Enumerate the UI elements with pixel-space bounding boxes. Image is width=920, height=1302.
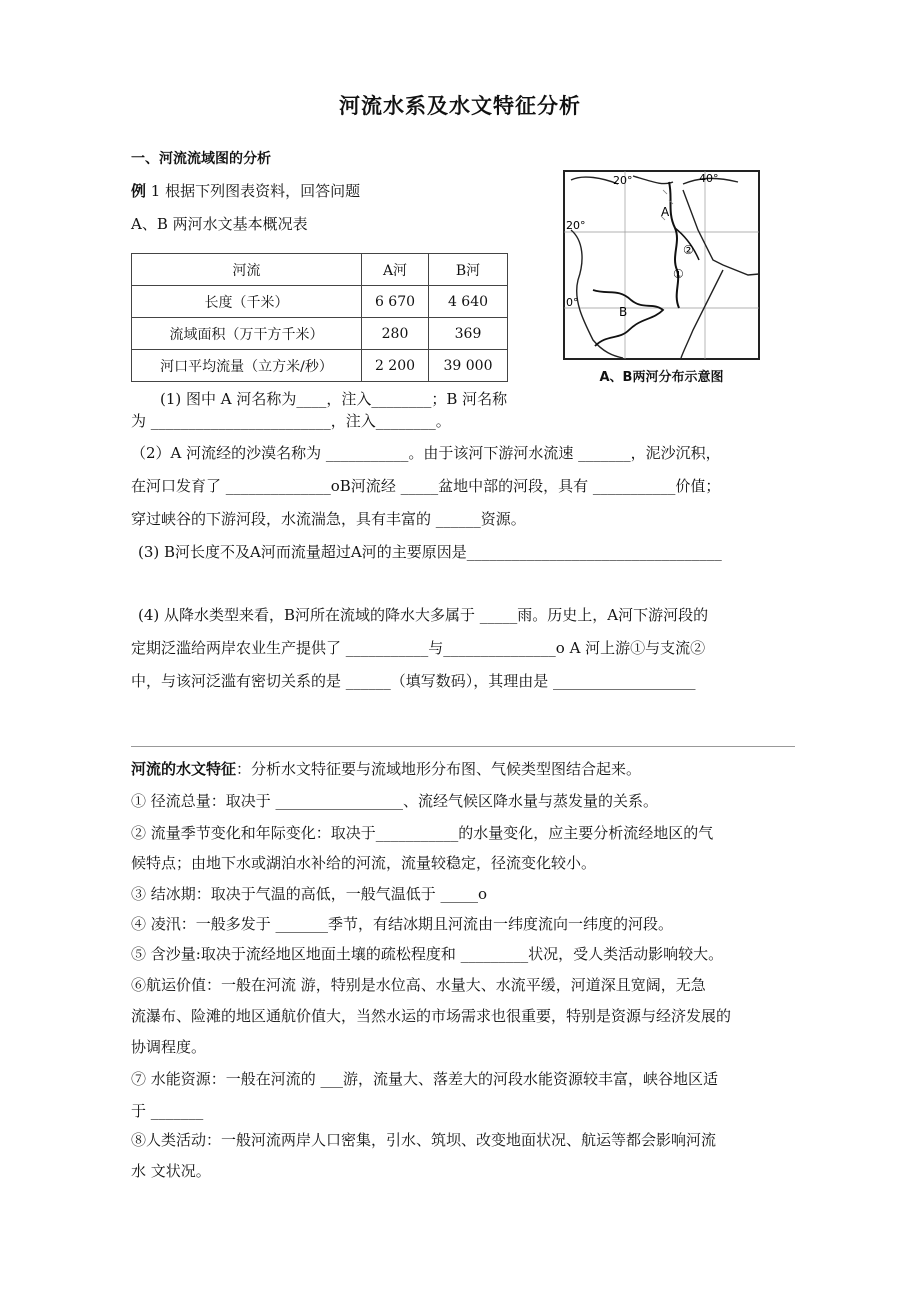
feature-line: 协调程度。 (131, 1038, 207, 1056)
question-text: 定期泛滥给两岸农业生产提供了 ___________与_______________o A 河上游①与支流② (131, 639, 706, 657)
feature-line: ⑥航运价值：一般在河流 游，特别是水位高、水量大、水流平缓，河道深且宽阔，无急 (131, 976, 706, 994)
map-label: 20° (613, 174, 633, 187)
table-header-cell: B河 (429, 254, 508, 286)
question-text: 在河口发育了 ______________oB河流经 _____盆地中部的河段，具有 ___________价值； (131, 477, 721, 495)
map-label: ② (683, 243, 694, 257)
question-text: 为 ________________________，注入________。 (131, 412, 451, 430)
question-text: (4) 从降水类型来看，B河所在流域的降水大多属于 _____雨。历史上，A河下游河段的 (138, 606, 709, 624)
table-header-cell: A河 (362, 254, 429, 286)
table-caption: A、B 两河水文基本概况表 (131, 215, 308, 233)
feature-line: ⑦ 水能资源：一般在河流的 ___游，流量大、落差大的河段水能资源较丰富，峡谷地区适 (131, 1070, 719, 1088)
question-text: （2）A 河流经的沙漠名称为 ___________。由于该河下游河水流速 _______，泥沙沉积， (131, 444, 721, 462)
table-row (132, 286, 508, 318)
feature-line: 候特点；由地下水或湖泊水补给的河流，流量较稳定，径流变化较小。 (131, 854, 597, 872)
map-label: A (661, 205, 670, 219)
question-text: 中，与该河泛滥有密切关系的是 ______（填写数码），其理由是 ___________________ (131, 672, 696, 690)
section-heading: 一、河流流域图的分析 (131, 151, 271, 167)
map-label: ① (673, 267, 684, 281)
question-text: (1) 图中 A 河名称为____，注入________；B 河名称 (160, 390, 508, 408)
page-title: 河流水系及水文特征分析 (339, 94, 581, 118)
feature-line: 流瀑布、险滩的地区通航价值大，当然水运的市场需求也很重要，特别是资源与经济发展的 (131, 1007, 732, 1025)
table-header-row (132, 254, 508, 286)
table-cell: 河口平均流量（立方米/秒） (132, 350, 362, 382)
features-intro (131, 758, 641, 779)
table-row (132, 350, 508, 382)
feature-line: ② 流量季节变化和年际变化：取决于___________的水量变化，应主要分析流经地区的气 (131, 824, 714, 842)
table-cell: 369 (429, 318, 508, 350)
question-text: (3) B河长度不及A河而流量超过A河的主要原因是__________________________________ (138, 543, 722, 561)
table-cell: 长度（千米） (132, 286, 362, 318)
map-label: 20° (566, 219, 586, 232)
feature-line: ① 径流总量：取决于 _________________、流经气候区降水量与蒸发量的关系。 (131, 792, 659, 810)
features-intro-text: ：分析水文特征要与流域地形分布图、气候类型图结合起来。 (236, 760, 642, 778)
example-line (131, 180, 360, 201)
map-label: B (619, 305, 628, 319)
table-cell: 39 000 (429, 350, 508, 382)
example-label: 例 (131, 182, 147, 200)
table-cell: 2 200 (362, 350, 429, 382)
map-label: 0° (566, 296, 579, 309)
river-map (563, 170, 760, 360)
feature-line: ③ 结冰期：取决于气温的高低，一般气温低于 _____o (131, 885, 488, 903)
hydrology-table (131, 253, 508, 382)
feature-line: 水 文状况。 (131, 1162, 211, 1180)
features-heading: 河流的水文特征 (131, 760, 237, 778)
question-text: 穿过峡谷的下游河段，水流湍急，具有丰富的 ______资源。 (131, 510, 526, 528)
map-label: 40° (699, 172, 719, 185)
example-text: 1 根据下列图表资料，回答问题 (146, 182, 361, 200)
map-caption: A、B两河分布示意图 (599, 370, 724, 385)
feature-line: ⑧人类活动：一般河流两岸人口密集，引水、筑坝、改变地面状况、航运等都会影响河流 (131, 1131, 717, 1149)
feature-line: ④ 凌汛：一般多发于 _______季节，有结冰期且河流由一纬度流向一纬度的河段。 (131, 915, 674, 933)
feature-line: ⑤ 含沙量:取决于流经地区地面土壤的疏松程度和 _________状况，受人类活动影响较大。 (131, 945, 724, 963)
table-cell: 6 670 (362, 286, 429, 318)
divider (131, 746, 795, 747)
table-cell: 280 (362, 318, 429, 350)
table-cell: 流域面积（万干方千米） (132, 318, 362, 350)
table-cell: 4 640 (429, 286, 508, 318)
table-row (132, 318, 508, 350)
map-frame (564, 171, 759, 359)
table-header-cell: 河流 (132, 254, 362, 286)
feature-line: 于 _______ (131, 1102, 204, 1120)
